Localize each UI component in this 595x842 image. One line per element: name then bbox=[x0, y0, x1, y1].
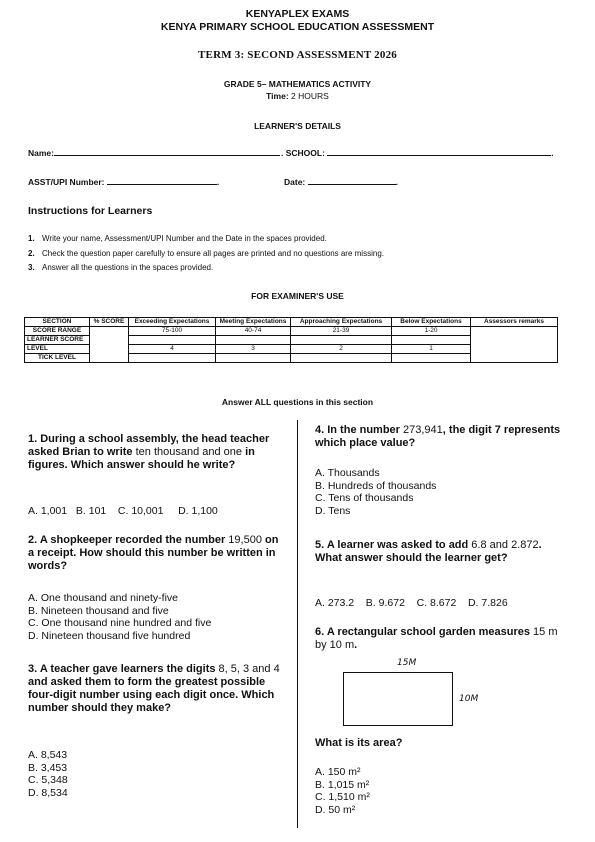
school-line[interactable] bbox=[327, 148, 554, 158]
table-cell: 21-39 bbox=[291, 327, 392, 336]
asst-upi-line[interactable] bbox=[107, 177, 220, 187]
question-4-options bbox=[315, 467, 436, 517]
table-header: Exceeding Expectations bbox=[129, 318, 216, 327]
date-dot: . bbox=[395, 177, 399, 187]
option-a[interactable]: A. Thousands bbox=[315, 467, 380, 479]
option-d[interactable]: D. 8,534 bbox=[28, 786, 68, 799]
option-c[interactable]: C. 8.672 bbox=[416, 597, 457, 609]
asst-upi-label: ASST/UPI Number: bbox=[28, 177, 105, 187]
option-a[interactable]: A. One thousand and ninety-five bbox=[28, 592, 179, 604]
question-6-options bbox=[315, 766, 370, 816]
table-header: Approaching Expectations bbox=[291, 318, 392, 327]
name-label: Name: bbox=[28, 148, 54, 158]
exam-provider: KENYAPLEX EXAMS bbox=[245, 8, 350, 20]
grade-subject: GRADE 5– MATHEMATICS ACTIVITY bbox=[223, 79, 372, 89]
option-a[interactable]: A. 8,543 bbox=[28, 749, 68, 761]
option-a[interactable]: A. 1,001 bbox=[28, 505, 68, 517]
time-label: Time: bbox=[266, 91, 289, 101]
table-header: Assessors remarks bbox=[471, 318, 558, 327]
option-b[interactable]: B. 9.672 bbox=[365, 597, 405, 609]
row-label: TICK LEVEL bbox=[25, 354, 90, 363]
asst-upi-field[interactable] bbox=[28, 177, 219, 187]
table-cell[interactable] bbox=[291, 354, 392, 363]
row-label: LEARNER SCORE bbox=[25, 336, 90, 345]
table-cell: 2 bbox=[291, 345, 392, 354]
option-b[interactable]: B. 1,015 m² bbox=[315, 778, 370, 791]
option-d[interactable]: D. 7.826 bbox=[467, 597, 508, 609]
option-c[interactable]: C. One thousand nine hundred and five bbox=[28, 617, 212, 629]
table-cell: 75-100 bbox=[129, 327, 216, 336]
table-cell[interactable] bbox=[291, 336, 392, 345]
name-line[interactable] bbox=[54, 148, 280, 156]
option-c[interactable]: C. 5,348 bbox=[28, 774, 68, 786]
garden-length-label: 15M bbox=[397, 658, 417, 668]
question-5-options bbox=[315, 597, 508, 610]
question-6-subquestion: What is its area? bbox=[315, 737, 403, 749]
time-value: 2 HOURS bbox=[291, 91, 329, 101]
question-5: 5. A learner was asked to add 6.8 and 2.872. What answer should the learner get? bbox=[315, 539, 542, 564]
question-1-options bbox=[28, 505, 290, 518]
instruction-item: 2. Check the question paper carefully to ensure all pages are printed and no questions are missing. bbox=[28, 249, 384, 258]
option-c[interactable]: C. 1,510 m² bbox=[315, 791, 370, 803]
table-cell[interactable] bbox=[129, 336, 216, 345]
asst-upi-dot: . bbox=[216, 177, 220, 187]
option-b[interactable]: B. Nineteen thousand and five bbox=[28, 604, 169, 617]
date-line[interactable] bbox=[308, 177, 399, 187]
school-dot: . bbox=[551, 148, 554, 158]
option-c[interactable]: C. Tens of thousands bbox=[315, 492, 414, 504]
date-label: Date: bbox=[284, 177, 306, 187]
examiner-score-table bbox=[24, 317, 558, 363]
option-a[interactable]: A. 273.2 bbox=[315, 597, 355, 609]
section-instruction: Answer ALL questions in this section bbox=[221, 397, 374, 407]
table-header-row bbox=[25, 318, 558, 327]
table-cell: 40-74 bbox=[216, 327, 291, 336]
time-allowed bbox=[0, 91, 595, 101]
table-cell: 4 bbox=[129, 345, 216, 354]
name-field[interactable] bbox=[28, 148, 280, 158]
instruction-item: 1. Write your name, Assessment/UPI Number and the Date in the spaces provided. bbox=[28, 234, 327, 243]
table-cell: 1 bbox=[392, 345, 471, 354]
question-3-options bbox=[28, 749, 68, 799]
question-1: 1. During a school assembly, the head teacher asked Brian to write ten thousand and one in figures. Which answer should he write? bbox=[28, 433, 270, 471]
column-divider bbox=[297, 420, 298, 828]
school-field[interactable] bbox=[281, 148, 554, 158]
table-cell[interactable] bbox=[129, 354, 216, 363]
table-cell[interactable] bbox=[216, 354, 291, 363]
table-header: SECTION bbox=[25, 318, 90, 327]
table-row bbox=[25, 327, 558, 336]
question-6: 6. A rectangular school garden measures 15 m by 10 m. bbox=[315, 626, 558, 651]
examiner-use-title: FOR EXAMINER'S USE bbox=[251, 291, 344, 301]
question-3: 3. A teacher gave learners the digits 8, 5, 3 and 4 and asked them to form the greatest possible four-digit number using each digit once. Which number should they make? bbox=[28, 663, 280, 714]
option-d[interactable]: D. 1,100 bbox=[178, 505, 218, 517]
assessment-name: KENYA PRIMARY SCHOOL EDUCATION ASSESSMENT bbox=[160, 21, 435, 33]
option-b[interactable]: B. 3,453 bbox=[28, 761, 68, 774]
table-header: Below Expectations bbox=[392, 318, 471, 327]
option-b[interactable]: B. 101 bbox=[75, 505, 107, 517]
assessors-remarks-cell[interactable] bbox=[471, 327, 558, 363]
instructions-title: Instructions for Learners bbox=[28, 205, 153, 217]
option-b[interactable]: B. Hundreds of thousands bbox=[315, 479, 437, 492]
option-a[interactable]: A. 150 m² bbox=[315, 766, 361, 778]
table-header: Meeting Expectations bbox=[216, 318, 291, 327]
question-2-options bbox=[28, 592, 211, 642]
table-cell: 1-20 bbox=[392, 327, 471, 336]
school-label: . SCHOOL: bbox=[281, 148, 325, 158]
option-c[interactable]: C. 10,001 bbox=[117, 505, 164, 517]
option-d[interactable]: D. Nineteen thousand five hundred bbox=[28, 629, 191, 642]
learner-details-title: LEARNER'S DETAILS bbox=[254, 121, 341, 131]
question-4: 4. In the number 273,941, the digit 7 represents which place value? bbox=[315, 424, 561, 449]
option-d[interactable]: D. Tens bbox=[315, 504, 351, 517]
date-field[interactable] bbox=[284, 177, 398, 187]
garden-width-label: 10M bbox=[459, 694, 479, 704]
garden-rectangle-diagram bbox=[343, 672, 453, 726]
table-cell[interactable] bbox=[392, 354, 471, 363]
percent-score-cell[interactable] bbox=[90, 327, 129, 363]
question-2: 2. A shopkeeper recorded the number 19,500 on a receipt. How should this number be written in words? bbox=[28, 534, 279, 572]
table-cell: 3 bbox=[216, 345, 291, 354]
term-title: TERM 3: SECOND ASSESSMENT 2026 bbox=[198, 49, 397, 61]
table-cell[interactable] bbox=[216, 336, 291, 345]
instruction-item: 3. Answer all the questions in the spaces provided. bbox=[28, 263, 214, 272]
table-cell[interactable] bbox=[392, 336, 471, 345]
option-d[interactable]: D. 50 m² bbox=[315, 803, 356, 816]
row-label: LEVEL bbox=[25, 345, 90, 354]
table-header: % SCORE bbox=[90, 318, 129, 327]
row-label: SCORE RANGE bbox=[25, 327, 90, 336]
